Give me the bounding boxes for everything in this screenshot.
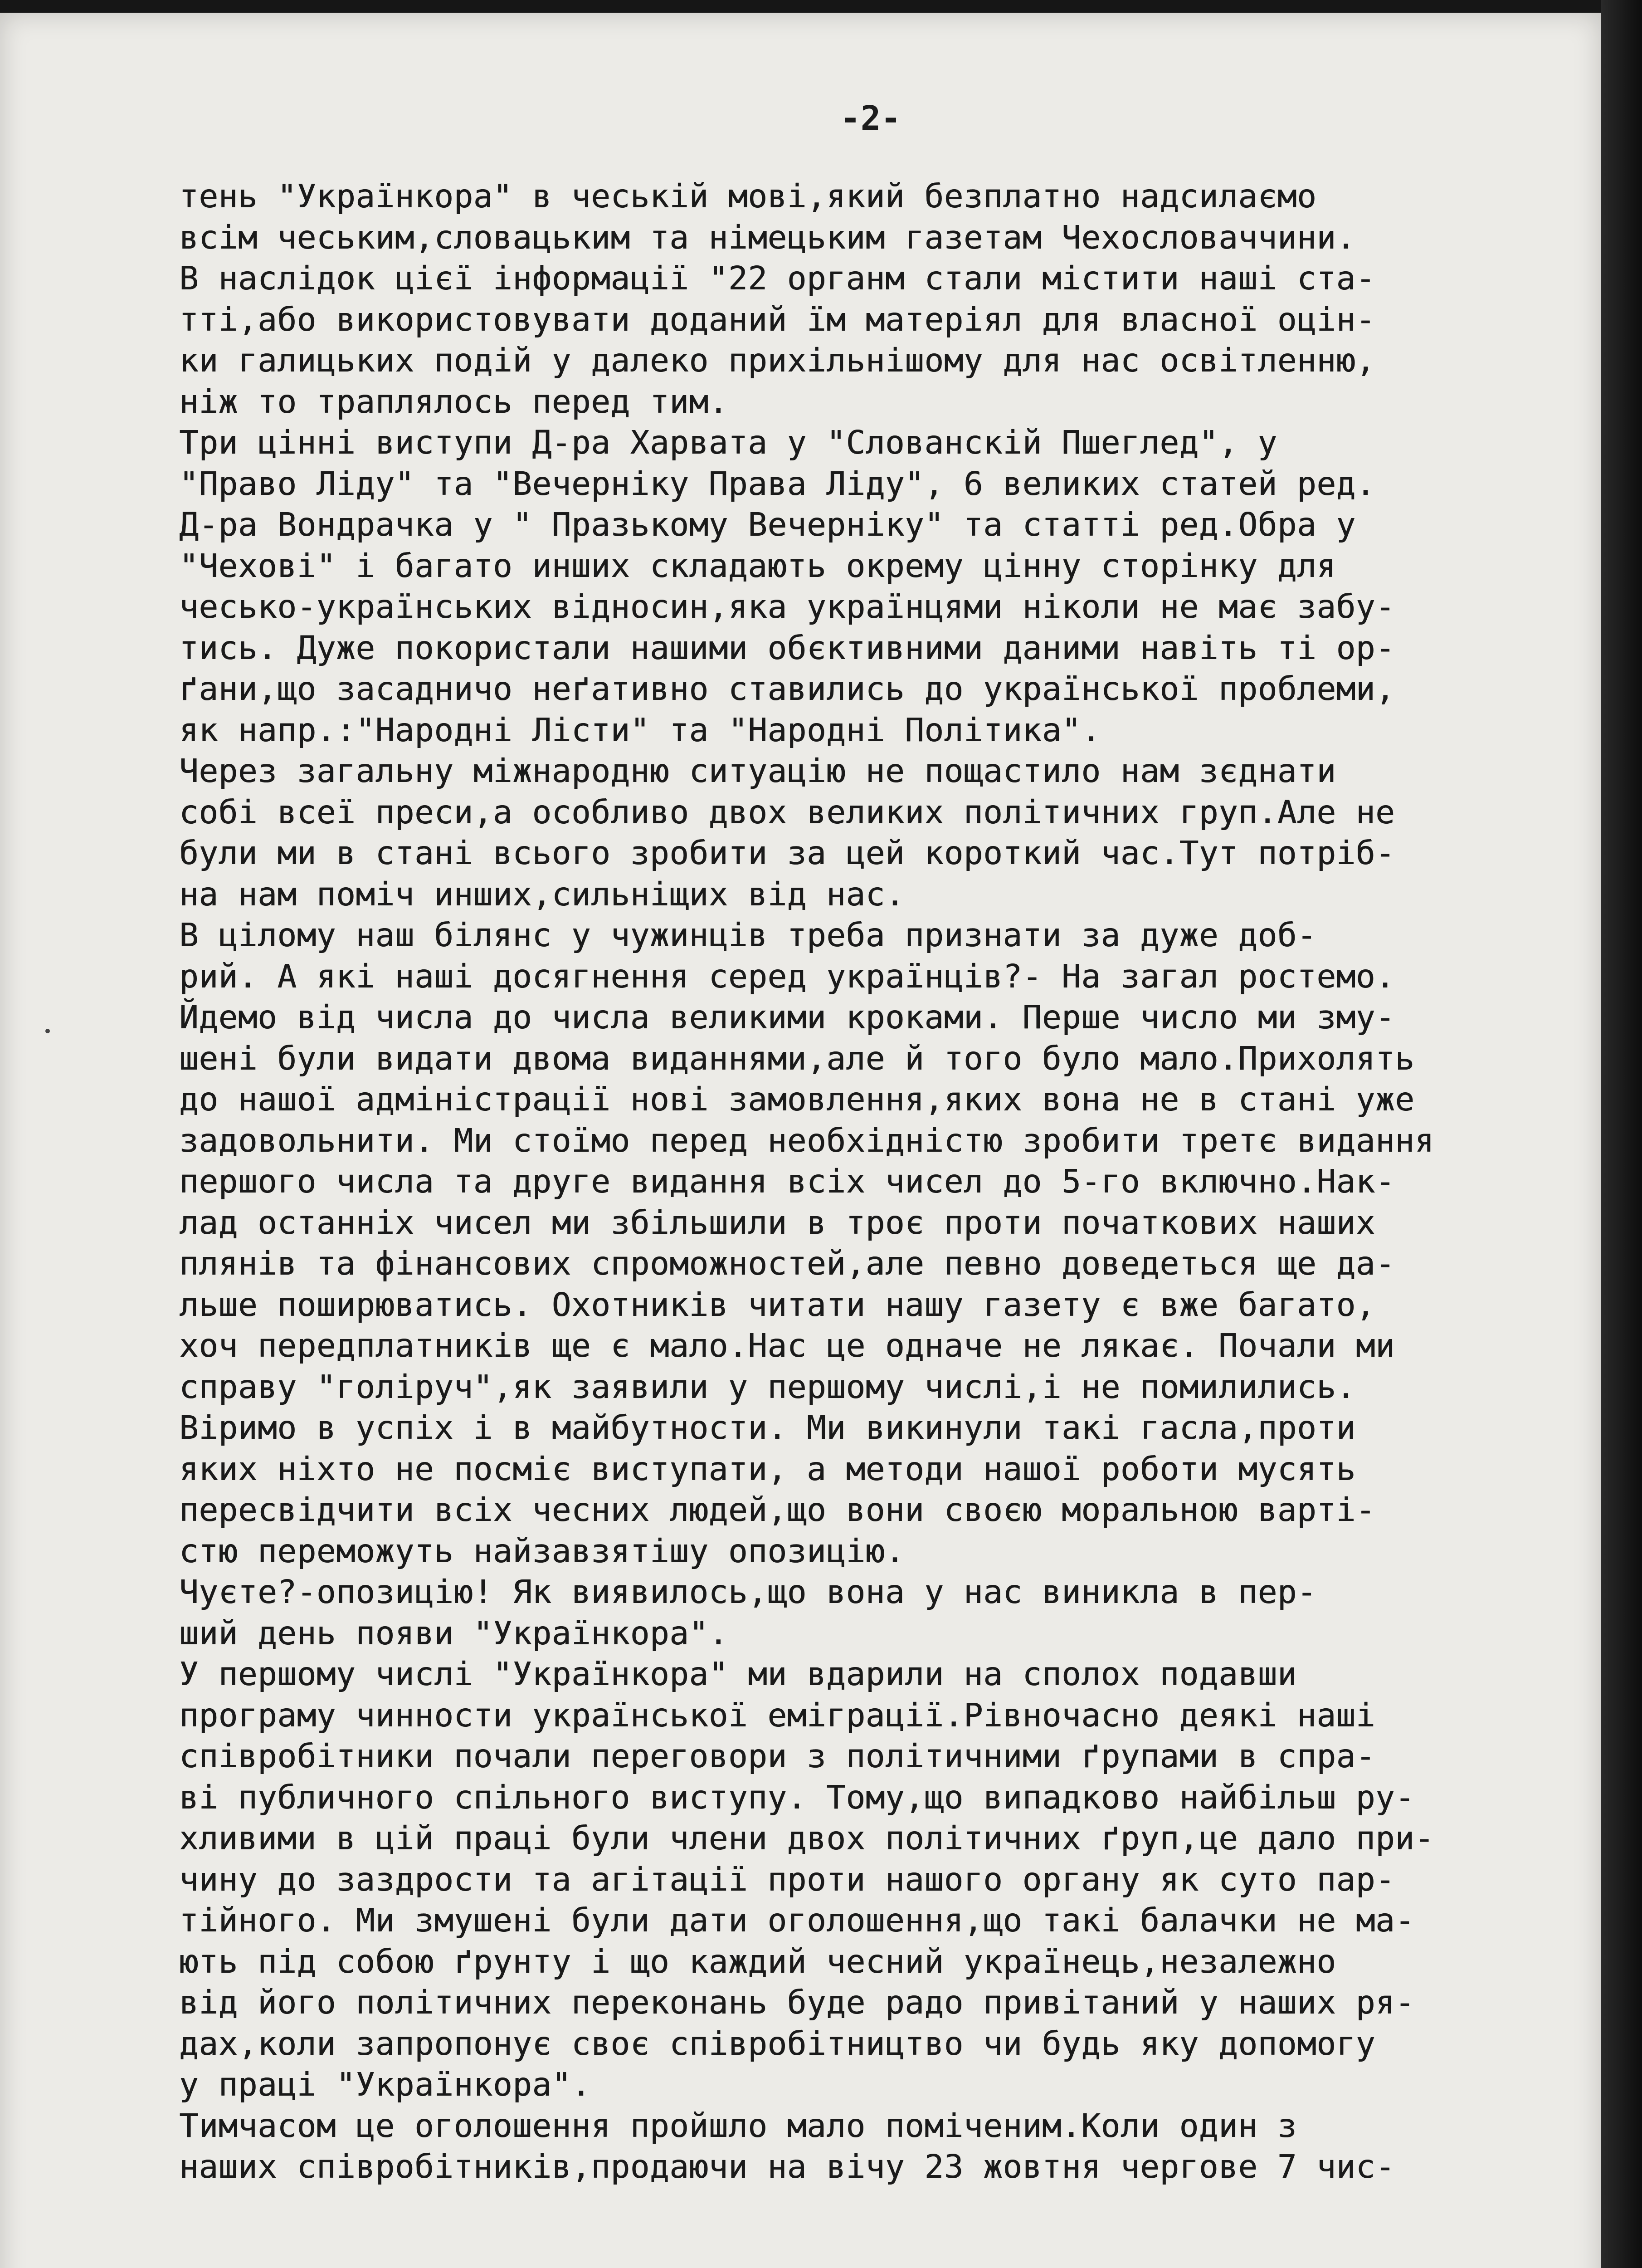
text-line: Йдемо від числа до числа великими кроками. Перше число ми зму- — [179, 998, 1395, 1036]
document-page — [0, 13, 1601, 2268]
text-line: Три цінні виступи Д-ра Харвата у "Слованскій Пшеглед", у — [179, 424, 1277, 461]
text-line: ніж то траплялось перед тим. — [179, 382, 728, 420]
text-line: до нашої адміністрації нові замовлення,яких вона не в стані уже — [179, 1080, 1415, 1118]
text-line: У першому числі "Українкора" ми вдарили на сполох подавши — [179, 1655, 1297, 1693]
scan-border — [1601, 0, 1642, 2268]
text-line: шені були видати двома виданнями,але й того було мало.Прихолять — [179, 1039, 1415, 1077]
text-line: на нам поміч инших,сильніщих від нас. — [179, 875, 905, 913]
text-line: ґани,що засадничо неґативно ставились до української проблеми, — [179, 670, 1395, 708]
text-line: собі всеї преси,а особливо двох великих політичних груп.Але не — [179, 793, 1395, 831]
scan-speck — [45, 1029, 50, 1033]
text-line: ють під собою ґрунту і що каждий чесний українець,незалежно — [179, 1942, 1336, 1980]
text-line: яких ніхто не посміє виступати, а методи нашої роботи мусять — [179, 1450, 1356, 1488]
text-line: ший день появи "Українкора". — [179, 1614, 728, 1652]
text-line: наших співробітників,продаючи на вічу 23 жовтня чергове 7 чис- — [179, 2148, 1395, 2185]
text-line: "Право Ліду" та "Вечерніку Права Ліду", 6 великих статей ред. — [179, 464, 1375, 503]
text-line: хоч передплатників ще є мало.Нас це одначе не лякає. Почали ми — [179, 1327, 1395, 1364]
text-line: Д-ра Вондрачка у " Празькому Вечерніку" та статті ред.Обра у — [179, 506, 1356, 543]
text-line: справу "голіруч",як заявили у першому числі,і не помилились. — [179, 1368, 1356, 1406]
text-line: стю переможуть найзавзятішу опозицію. — [179, 1532, 905, 1570]
text-line: програму чинности української еміграції.Рівночасно деякі наші — [179, 1696, 1375, 1734]
text-line: співробітники почали переговори з політичними ґрупами в спра- — [179, 1737, 1375, 1775]
text-line: тті,або використовувати доданий їм матеріял для власної оцін- — [179, 300, 1375, 338]
text-line: В цілому наш білянс у чужинців треба признати за дуже доб- — [179, 916, 1317, 954]
text-line: всім чеським,словацьким та німецьким газетам Чехословаччини. — [179, 218, 1356, 256]
text-line: Чуєте?-опозицію! Як виявилось,що вона у нас виникла в пер- — [179, 1573, 1317, 1611]
text-line: льше поширюватись. Охотників читати нашу газету є вже багато, — [179, 1286, 1375, 1324]
text-line: "Чехові" і багато инших складають окрему цінну сторінку для — [179, 547, 1336, 585]
text-line: тійного. Ми змушені були дати оголошення,що такі балачки не ма- — [179, 1901, 1415, 1939]
text-line: задовольнити. Ми стоїмо перед необхідністю зробити третє видання — [179, 1121, 1434, 1159]
text-line: Тимчасом це оголошення пройшло мало поміченим.Коли один з — [179, 2107, 1297, 2145]
text-line: тись. Дуже покористали нашими обєктивними даними навіть ті ор- — [179, 629, 1395, 667]
body-text — [179, 176, 1601, 2188]
text-line: В наслідок цієї інформації "22 органм стали містити наші ста- — [179, 259, 1375, 297]
text-line: пересвідчити всіх чесних людей,що вони своєю моральною варті- — [179, 1491, 1375, 1529]
text-line: були ми в стані всього зробити за цей короткий час.Тут потріб- — [179, 834, 1395, 872]
text-line: чину до заздрости та агітації проти нашого органу як суто пар- — [179, 1860, 1395, 1898]
text-line: лад останніх чисел ми збільшили в троє проти початкових наших — [179, 1203, 1375, 1242]
text-line: Віримо в успіх і в майбутности. Ми викинули такі гасла,проти — [179, 1409, 1356, 1447]
text-line: першого числа та друге видання всіх чисел до 5-го включно.Нак- — [179, 1163, 1395, 1200]
text-line: як напр.:"Народні Лісти" та "Народні Політика". — [179, 711, 1101, 749]
text-line: чесько-українських відносин,яка українцями ніколи не має забу- — [179, 588, 1395, 626]
text-line: ві публичного спільного виступу. Тому,що випадково найбільш ру- — [179, 1778, 1415, 1816]
text-line: у праці "Українкора". — [179, 2066, 591, 2103]
text-line: від його політичних переконань буде радо привітаний у наших ря- — [179, 1984, 1415, 2021]
text-line: ки галицьких подій у далеко прихільнішому для нас освітленню, — [179, 342, 1375, 379]
text-line: Через загальну міжнародню ситуацію не пощастило нам зєднати — [179, 752, 1336, 790]
text-line: тень "Українкора" в чеській мові,який безплатно надсилаємо — [179, 177, 1317, 215]
text-line: плянів та фінансових спроможностей,але певно доведеться ще да- — [179, 1245, 1395, 1282]
text-line: рий. А які наші досягнення серед українців?- На загал ростемо. — [179, 957, 1395, 995]
text-line: дах,коли запропонує своє співробітництво чи будь яку допомогу — [179, 2024, 1375, 2063]
page-number: -2- — [840, 99, 901, 138]
text-line: хливими в цій праці були члени двох політичних ґруп,це дало при- — [179, 1819, 1434, 1857]
